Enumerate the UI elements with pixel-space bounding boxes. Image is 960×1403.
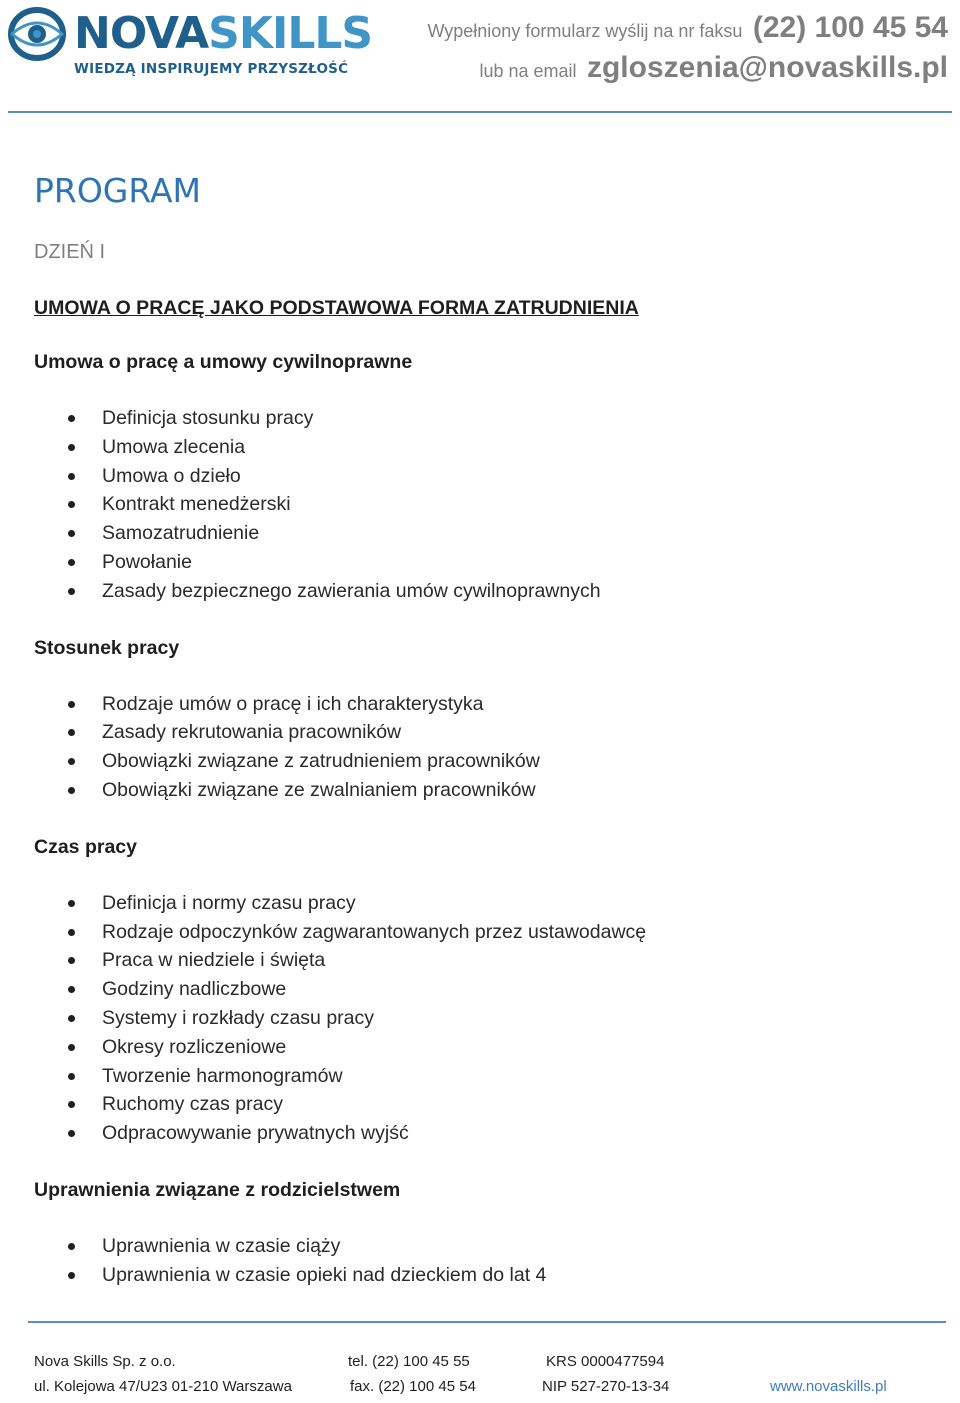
list-item: Rodzaje odpoczynków zagwarantowanych przez ustawodawcę xyxy=(34,918,934,947)
header-contact xyxy=(427,8,948,88)
bullet-list xyxy=(34,1232,934,1290)
header-divider xyxy=(8,111,952,113)
list-item: Systemy i rozkłady czasu pracy xyxy=(34,1004,934,1033)
logo-tagline: WIEDZĄ INSPIRUJEMY PRZYSZŁOŚĆ xyxy=(74,61,349,77)
logo-wordmark-part2: SKILLS xyxy=(208,8,373,59)
section-heading: Uprawnienia związane z rodzicielstwem xyxy=(34,1178,401,1201)
footer-krs: KRS 0000477594 xyxy=(546,1353,665,1370)
footer-tel: tel. (22) 100 45 55 xyxy=(348,1353,470,1370)
program-content xyxy=(34,168,934,1320)
list-item: Rodzaje umów o pracę i ich charakterystyka xyxy=(34,690,934,719)
footer-divider xyxy=(28,1321,946,1323)
list-item: Definicja i normy czasu pracy xyxy=(34,889,934,918)
list-item: Zasady bezpiecznego zawierania umów cywilnoprawnych xyxy=(34,577,934,606)
novaskills-logo xyxy=(8,6,373,82)
list-item: Obowiązki związane z zatrudnieniem pracowników xyxy=(34,747,934,776)
page-title: PROGRAM xyxy=(34,171,202,210)
bullet-list xyxy=(34,690,934,805)
list-item: Godziny nadliczbowe xyxy=(34,975,934,1004)
list-item: Obowiązki związane ze zwalnianiem pracowników xyxy=(34,776,934,805)
footer-address: ul. Kolejowa 47/U23 01-210 Warszawa xyxy=(34,1378,292,1395)
email-label: lub na email xyxy=(479,61,577,81)
section-heading: Umowa o pracę a umowy cywilnoprawne xyxy=(34,351,413,373)
list-item: Ruchomy czas pracy xyxy=(34,1090,934,1119)
list-item: Zasady rekrutowania pracowników xyxy=(34,718,934,747)
list-item: Kontrakt menedżerski xyxy=(34,490,934,519)
list-item: Umowa zlecenia xyxy=(34,433,934,462)
list-item: Umowa o dzieło xyxy=(34,462,934,491)
logo-wordmark-part1: NOVA xyxy=(74,8,209,59)
logo-wordmark xyxy=(74,8,372,60)
list-item: Tworzenie harmonogramów xyxy=(34,1062,934,1091)
list-item: Odpracowywanie prywatnych wyjść xyxy=(34,1119,934,1148)
list-item: Uprawnienia w czasie opieki nad dzieckiem do lat 4 xyxy=(34,1261,934,1290)
list-item: Definicja stosunku pracy xyxy=(34,404,934,433)
footer-nip: NIP 527-270-13-34 xyxy=(542,1378,670,1395)
fax-line xyxy=(427,8,948,48)
footer-website-link[interactable]: www.novaskills.pl xyxy=(770,1378,887,1395)
email-line xyxy=(427,48,948,88)
list-item: Okresy rozliczeniowe xyxy=(34,1033,934,1062)
bullet-list xyxy=(34,889,934,1148)
eye-logo-icon xyxy=(8,6,66,64)
list-item: Uprawnienia w czasie ciąży xyxy=(34,1232,934,1261)
fax-label: Wypełniony formularz wyślij na nr faksu xyxy=(427,21,743,41)
footer-company: Nova Skills Sp. z o.o. xyxy=(34,1353,176,1370)
list-item: Powołanie xyxy=(34,548,934,577)
main-topic-heading: UMOWA O PRACĘ JAKO PODSTAWOWA FORMA ZATRUDNIENIA xyxy=(34,297,639,319)
email-address[interactable]: zgloszenia@novaskills.pl xyxy=(586,51,948,84)
section-heading: Stosunek pracy xyxy=(34,636,180,659)
section-heading: Czas pracy xyxy=(34,835,137,858)
bullet-list xyxy=(34,404,934,606)
list-item: Praca w niedziele i święta xyxy=(34,946,934,975)
page-header xyxy=(0,0,960,115)
day-label: DZIEŃ I xyxy=(34,241,106,263)
list-item: Samozatrudnienie xyxy=(34,519,934,548)
fax-number: (22) 100 45 54 xyxy=(752,11,948,44)
footer-fax: fax. (22) 100 45 54 xyxy=(350,1378,476,1395)
